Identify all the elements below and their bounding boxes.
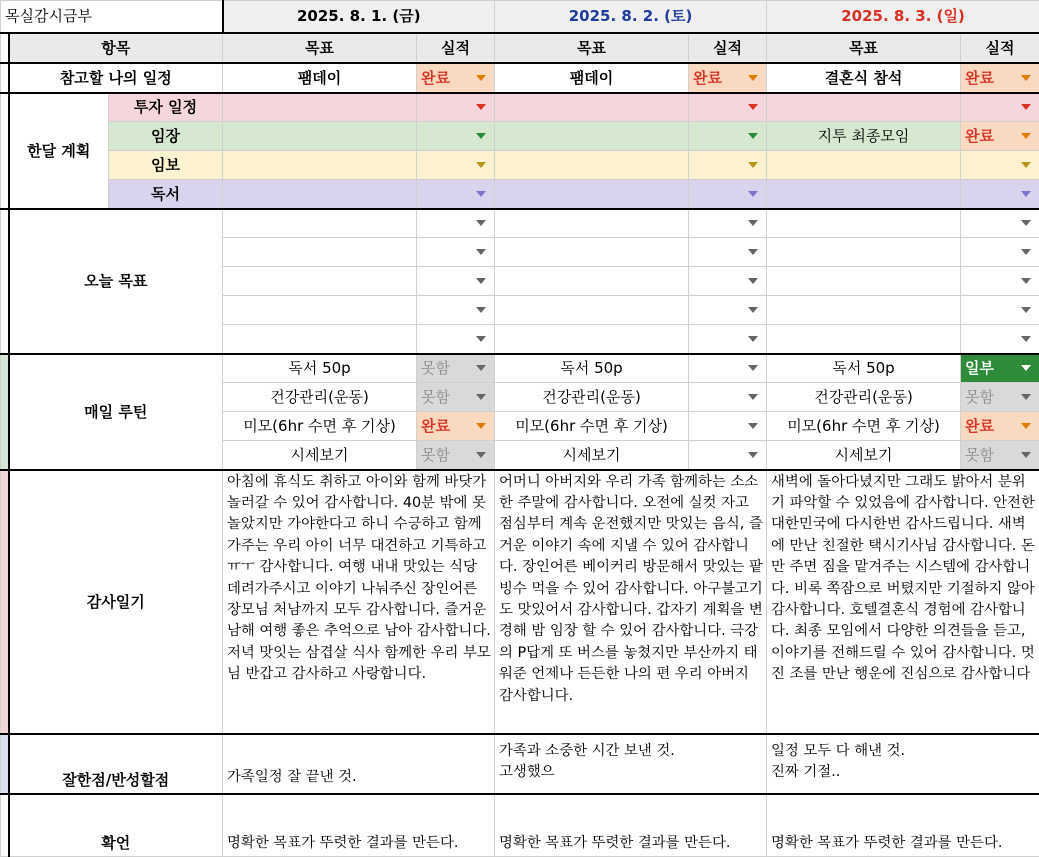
routine-result[interactable]: 못함 (961, 441, 1039, 470)
chevron-down-icon[interactable] (1021, 75, 1031, 81)
today-result-cell[interactable] (417, 325, 495, 354)
routine-result[interactable]: 완료 (417, 412, 495, 441)
routine-result[interactable] (689, 383, 767, 412)
monthly-result[interactable] (961, 180, 1039, 209)
header-item: 항목 (9, 33, 223, 63)
schedule-goal-3[interactable]: 결혼식 참석 (767, 63, 961, 93)
chevron-down-icon[interactable] (476, 191, 486, 197)
routine-task[interactable]: 시세보기 (767, 441, 961, 470)
monthly-goal[interactable] (767, 180, 961, 209)
today-result-cell[interactable] (689, 267, 767, 296)
chevron-down-icon[interactable] (1021, 133, 1031, 139)
row-edge (1, 470, 9, 734)
monthly-goal[interactable] (223, 122, 417, 151)
chevron-down-icon[interactable] (1021, 307, 1031, 313)
chevron-down-icon[interactable] (1021, 278, 1031, 284)
routine-task[interactable]: 건강관리(운동) (495, 383, 689, 412)
monthly-result[interactable] (961, 93, 1039, 122)
chevron-down-icon[interactable] (1021, 249, 1031, 255)
chevron-down-icon[interactable] (748, 133, 758, 139)
today-result-cell[interactable] (689, 238, 767, 267)
routine-task[interactable]: 미모(6hr 수면 후 기상) (767, 412, 961, 441)
chevron-down-icon[interactable] (476, 133, 486, 139)
monthly-result[interactable]: 완료 (961, 122, 1039, 151)
gratitude-label: 감사일기 (9, 470, 223, 734)
schedule-result-1[interactable]: 완료 (417, 63, 495, 93)
chevron-down-icon[interactable] (476, 220, 486, 226)
header-goal-1: 목표 (223, 33, 417, 63)
routine-task[interactable]: 독서 50p (767, 354, 961, 383)
routine-task[interactable]: 독서 50p (495, 354, 689, 383)
affirmation-entry-3[interactable]: 명확한 목표가 뚜렷한 결과를 만든다. (767, 794, 1039, 857)
review-entry-1[interactable]: 가족일정 잘 끝낸 것. (223, 734, 495, 794)
today-goal-label: 오늘 목표 (9, 209, 223, 354)
chevron-down-icon[interactable] (748, 162, 758, 168)
chevron-down-icon[interactable] (1021, 104, 1031, 110)
date-day-1[interactable]: 2025. 8. 1. (금) (223, 1, 495, 33)
gratitude-entry-1[interactable]: 아침에 휴식도 취하고 아이와 함께 바닷가 놀러갈 수 있어 감사합니다. 40분 밖에 못 놀았지만 가야한다고 하니 수긍하고 함께 가주는 우리 아이 너무 대견하고 기특하고 ㅠㅜ 감사합니다. 여행 내내 맛있는 식당 데려가주시고 이야기 나눠주신 장인어른 장모님 처남까지 모두 감사합니다. 즐거운 남해 여행 좋은 추억으로 남아 감사합니다. 저녁 맛잇는 삼겹살 식사 함께한 우리 부모님 반갑고 감사하고 사랑합니다. (223, 470, 495, 734)
schedule-goal-1[interactable]: 팸데이 (223, 63, 417, 93)
review-label: 잘한점/반성할점 (9, 734, 223, 794)
header-result-3: 실적 (961, 33, 1039, 63)
today-goal-cell[interactable] (223, 238, 417, 267)
today-goal-cell[interactable] (223, 296, 417, 325)
routine-result[interactable] (689, 412, 767, 441)
today-goal-cell[interactable] (767, 238, 961, 267)
monthly-result[interactable] (689, 122, 767, 151)
row-edge (1, 734, 9, 794)
chevron-down-icon[interactable] (748, 394, 758, 400)
chevron-down-icon[interactable] (1021, 220, 1031, 226)
review-entry-3[interactable]: 일정 모두 다 해낸 것. 진짜 기절.. (767, 734, 1039, 794)
today-goal-cell[interactable] (495, 209, 689, 238)
chevron-down-icon[interactable] (476, 162, 486, 168)
chevron-down-icon[interactable] (1021, 423, 1031, 429)
today-result-cell[interactable] (689, 296, 767, 325)
chevron-down-icon[interactable] (748, 249, 758, 255)
monthly-goal[interactable] (223, 180, 417, 209)
today-goal-cell[interactable] (767, 296, 961, 325)
monthly-goal[interactable] (495, 93, 689, 122)
today-goal-cell[interactable] (223, 267, 417, 296)
monthly-result[interactable] (689, 151, 767, 180)
monthly-result[interactable] (689, 93, 767, 122)
affirmation-entry-1[interactable]: 명확한 목표가 뚜렷한 결과를 만든다. (223, 794, 495, 857)
routine-label: 매일 루틴 (9, 354, 223, 470)
monthly-goal[interactable] (495, 151, 689, 180)
chevron-down-icon[interactable] (1021, 365, 1031, 371)
date-day-3[interactable]: 2025. 8. 3. (일) (767, 1, 1039, 33)
routine-result[interactable]: 못함 (961, 383, 1039, 412)
monthly-row-label: 투자 일정 (109, 93, 223, 122)
date-day-2[interactable]: 2025. 8. 2. (토) (495, 1, 767, 33)
today-goal-cell[interactable] (495, 325, 689, 354)
routine-result[interactable]: 완료 (961, 412, 1039, 441)
monthly-row-label: 임장 (109, 122, 223, 151)
routine-task[interactable]: 독서 50p (223, 354, 417, 383)
chevron-down-icon[interactable] (476, 104, 486, 110)
monthly-goal[interactable] (223, 151, 417, 180)
today-goal-cell[interactable] (767, 209, 961, 238)
chevron-down-icon[interactable] (748, 75, 758, 81)
monthly-result[interactable] (961, 151, 1039, 180)
schedule-result-3[interactable]: 완료 (961, 63, 1039, 93)
chevron-down-icon[interactable] (748, 452, 758, 458)
chevron-down-icon[interactable] (476, 423, 486, 429)
chevron-down-icon[interactable] (748, 365, 758, 371)
row-edge (1, 93, 9, 209)
routine-task[interactable]: 건강관리(운동) (767, 383, 961, 412)
monthly-result[interactable] (417, 122, 495, 151)
routine-result[interactable]: 못함 (417, 383, 495, 412)
monthly-label: 한달 계획 (9, 93, 109, 209)
gratitude-entry-3[interactable]: 새벽에 돌아다녔지만 그래도 밝아서 분위기 파악할 수 있었음에 감사합니다. 안전한 대한민국에 다시한번 감사드립니다. 새벽에 만난 친절한 택시기사님 감사합니다. 돈만 주면 짐을 맡겨주는 시스템에 감사합니다. 비록 쪽잠으로 버텼지만 기절하지 않아 감사합니다. 호텔결혼식 경험에 감사합니다. 최종 모임에서 다양한 의견들을 듣고, 이야기를 전해드릴 수 있어 감사합니다. 멋진 조를 만난 행운에 진심으로 감사합니다 (767, 470, 1039, 734)
monthly-goal[interactable] (495, 122, 689, 151)
monthly-row-label: 독서 (109, 180, 223, 209)
monthly-goal[interactable]: 지투 최종모임 (767, 122, 961, 151)
monthly-goal[interactable] (767, 151, 961, 180)
row-edge (1, 63, 9, 93)
chevron-down-icon[interactable] (748, 191, 758, 197)
chevron-down-icon[interactable] (1021, 336, 1031, 342)
schedule-label: 참고할 나의 일정 (9, 63, 223, 93)
chevron-down-icon[interactable] (748, 220, 758, 226)
header-goal-3: 목표 (767, 33, 961, 63)
row-edge (1, 794, 9, 857)
today-result-cell[interactable] (417, 296, 495, 325)
chevron-down-icon[interactable] (748, 336, 758, 342)
routine-result[interactable]: 일부 (961, 354, 1039, 383)
routine-result[interactable] (689, 354, 767, 383)
routine-task[interactable]: 미모(6hr 수면 후 기상) (495, 412, 689, 441)
header-result-1: 실적 (417, 33, 495, 63)
today-goal-cell[interactable] (767, 267, 961, 296)
header-result-2: 실적 (689, 33, 767, 63)
monthly-goal[interactable] (223, 93, 417, 122)
routine-result[interactable]: 못함 (417, 354, 495, 383)
review-entry-2[interactable]: 가족과 소중한 시간 보낸 것. 고생했으 (495, 734, 767, 794)
monthly-result[interactable] (689, 180, 767, 209)
today-result-cell[interactable] (417, 209, 495, 238)
today-result-cell[interactable] (689, 325, 767, 354)
routine-task[interactable]: 건강관리(운동) (223, 383, 417, 412)
today-result-cell[interactable] (961, 325, 1039, 354)
header-goal-2: 목표 (495, 33, 689, 63)
chevron-down-icon[interactable] (476, 278, 486, 284)
row-edge (1, 209, 9, 354)
chevron-down-icon[interactable] (748, 423, 758, 429)
affirmation-label: 확언 (9, 794, 223, 857)
chevron-down-icon[interactable] (476, 365, 486, 371)
today-result-cell[interactable] (961, 296, 1039, 325)
monthly-goal[interactable] (495, 180, 689, 209)
today-goal-cell[interactable] (495, 238, 689, 267)
chevron-down-icon[interactable] (1021, 191, 1031, 197)
today-goal-cell[interactable] (223, 209, 417, 238)
today-goal-cell[interactable] (495, 267, 689, 296)
sheet-title: 목실감시금부 (1, 1, 223, 33)
today-goal-cell[interactable] (495, 296, 689, 325)
chevron-down-icon[interactable] (476, 394, 486, 400)
routine-task[interactable]: 시세보기 (223, 441, 417, 470)
today-goal-cell[interactable] (767, 325, 961, 354)
routine-task[interactable]: 시세보기 (495, 441, 689, 470)
monthly-result[interactable] (417, 180, 495, 209)
chevron-down-icon[interactable] (1021, 394, 1031, 400)
chevron-down-icon[interactable] (476, 249, 486, 255)
chevron-down-icon[interactable] (1021, 162, 1031, 168)
chevron-down-icon[interactable] (476, 336, 486, 342)
affirmation-entry-2[interactable]: 명확한 목표가 뚜렷한 결과를 만든다. (495, 794, 767, 857)
chevron-down-icon[interactable] (748, 307, 758, 313)
monthly-result[interactable] (417, 93, 495, 122)
monthly-row-label: 임보 (109, 151, 223, 180)
chevron-down-icon[interactable] (476, 307, 486, 313)
today-result-cell[interactable] (961, 238, 1039, 267)
schedule-result-2[interactable]: 완료 (689, 63, 767, 93)
chevron-down-icon[interactable] (748, 278, 758, 284)
chevron-down-icon[interactable] (1021, 452, 1031, 458)
gratitude-entry-2[interactable]: 어머니 아버지와 우리 가족 함께하는 소소한 주말에 감사합니다. 오전에 실컷 자고 점심부터 계속 운전했지만 맛있는 음식, 즐거운 이야기 속에 지낼 수 있어 감사합니다. 장인어른 베이커리 방문해서 맛있는 팥빙수 먹을 수 있어 감사합니다. 아구불고기도 맛있어서 감사합니다. 갑자기 계획을 변경해 밤 임장 할 수 있어 감사합니다. 극강의 P답게 또 버스를 놓쳤지만 부산까지 태워준 언제나 든든한 나의 편 우리 아버지 감사합니다. (495, 470, 767, 734)
monthly-result[interactable] (417, 151, 495, 180)
today-result-cell[interactable] (961, 209, 1039, 238)
row-edge (1, 33, 9, 63)
chevron-down-icon[interactable] (748, 104, 758, 110)
routine-result[interactable]: 못함 (417, 441, 495, 470)
schedule-goal-2[interactable]: 팸데이 (495, 63, 689, 93)
chevron-down-icon[interactable] (476, 75, 486, 81)
chevron-down-icon[interactable] (476, 452, 486, 458)
today-result-cell[interactable] (689, 209, 767, 238)
routine-result[interactable] (689, 441, 767, 470)
monthly-goal[interactable] (767, 93, 961, 122)
row-edge (1, 354, 9, 470)
today-result-cell[interactable] (417, 267, 495, 296)
today-goal-cell[interactable] (223, 325, 417, 354)
today-result-cell[interactable] (961, 267, 1039, 296)
routine-task[interactable]: 미모(6hr 수면 후 기상) (223, 412, 417, 441)
today-result-cell[interactable] (417, 238, 495, 267)
